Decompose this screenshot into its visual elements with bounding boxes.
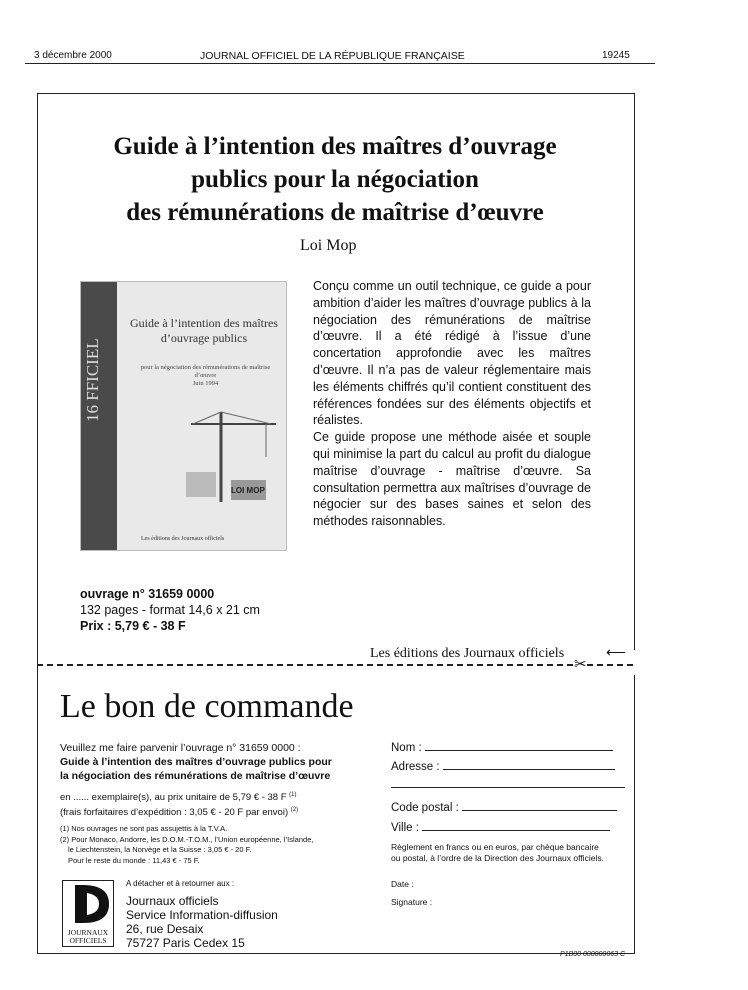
scissors-icon: ✂ [574, 656, 587, 673]
order-quantity-text: en ...... exemplaire(s), au prix unitaire de 5,79 € - 38 F [60, 792, 287, 804]
date-label: Date : [391, 879, 414, 889]
ouvrage-number: ouvrage n° 31659 0000 [80, 587, 215, 601]
adresse-label: Adresse : [391, 761, 440, 773]
adresse-input-line-2[interactable] [391, 786, 625, 788]
description-paragraph: Conçu comme un outil technique, ce guide a pour ambition d’aider les maîtres d’ouvrage publics à la négociation des rémunérations de maîtrise d’œuvre. Il a été rédigé à l’issue d’une concertation approfondie avec les maîtres d’œuvre. Il n’a pas de valeur réglementaire mais les éléments chiffrés qu’il contient constituent des références fondées sur des éléments objectifs et réalistes. [313, 279, 591, 428]
address-line: 75727 Paris Cedex 15 [126, 936, 245, 950]
price: Prix : 5,79 € - 38 F [80, 619, 186, 633]
book-cover-image [80, 281, 287, 551]
order-request [60, 741, 332, 819]
cover-spine-text: 16 FFICIEL [83, 338, 102, 422]
guide-title-line: Guide à l’intention des maîtres d’ouvrage [113, 133, 557, 160]
guide-title-line: des rémunérations de maîtrise d’œuvre [126, 199, 544, 226]
code-postal-field[interactable] [391, 800, 617, 814]
address-line: 26, rue Desaix [126, 922, 204, 936]
code-postal-label: Code postal : [391, 802, 459, 814]
cover-loi-mop: LOI MOP [231, 486, 265, 495]
logo-text-line: OFFICIELS [69, 936, 107, 945]
ad-frame-right [634, 93, 635, 650]
note-1: (1) Nos ouvrages ne sont pas assujettis à la T.V.A. [60, 824, 228, 833]
nom-label: Nom : [391, 742, 422, 754]
footnote-ref-1: (1) [289, 792, 297, 798]
ad-frame-bottom [37, 953, 635, 954]
ville-label: Ville : [391, 822, 419, 834]
arrow-left-icon: ⟵ [606, 644, 627, 660]
reference-code: P1B00 000000063 C [560, 951, 625, 958]
book-info [80, 586, 260, 634]
cover-date: Juin 1994 [192, 380, 219, 387]
signature-label: Signature : [391, 897, 433, 907]
header-date: 3 décembre 2000 [34, 50, 112, 61]
note-2-cont: le Liechtenstein, la Norvège et la Suisse : 3,05 € - 20 F. [68, 845, 252, 854]
logo-mark-icon [63, 881, 113, 927]
journaux-officiels-logo [62, 880, 114, 947]
cover-publisher: Les éditions des Journaux officiels [141, 536, 225, 542]
cut-line [37, 664, 633, 666]
footnote-ref-2: (2) [290, 807, 299, 814]
order-shipping-text: (frais forfaitaires d’expédition : 3,05 € - 20 F par envoi) [60, 807, 289, 819]
return-address [126, 894, 278, 950]
guide-subtitle: Loi Mop [300, 237, 357, 254]
header-journal-title: JOURNAL OFFICIEL DE LA RÉPUBLIQUE FRANÇAISE [200, 50, 465, 62]
crane-illustration-icon [171, 402, 281, 512]
publisher-name: Les éditions des Journaux officiels [370, 646, 565, 661]
address-line: Journaux officiels [126, 894, 219, 908]
detach-instruction: A détacher et à retourner aux : [126, 879, 235, 888]
ville-field[interactable] [391, 820, 610, 834]
nom-field[interactable] [391, 740, 613, 754]
code-postal-input-line[interactable] [462, 800, 617, 811]
order-quantity [60, 789, 332, 804]
adresse-field[interactable] [391, 759, 615, 773]
note-2-cont: Pour le reste du monde : 11,43 € - 75 F. [68, 855, 200, 865]
guide-description [313, 278, 591, 530]
ville-input-line[interactable] [422, 820, 610, 831]
pages-format: 132 pages - format 14,6 x 21 cm [80, 603, 260, 617]
order-request-text: Veuillez me faire parvenir l’ouvrage n° 31659 0000 : [60, 742, 301, 754]
logo-text [63, 929, 113, 945]
order-form-title: Le bon de commande [60, 688, 354, 725]
payment-line: ou postal, à l’ordre de la Direction des Journaux officiels. [391, 853, 604, 863]
guide-title-line: publics pour la négociation [191, 166, 479, 193]
cover-subtitle-text: pour la négociation des rémunérations de maîtrise d’œuvre [140, 364, 271, 379]
address-line: Service Information-diffusion [126, 908, 278, 922]
form-frame-right [634, 675, 635, 953]
description-paragraph: Ce guide propose une méthode aisée et souple qui minimise la part du calcul au profit du dialogue maîtrise d’ouvrage - maîtrise d’œuvre. Sa consultation permettra aux maîtrises d’ouvrage de négocier sur des bases saines et selon des méthodes raisonnables. [313, 430, 591, 529]
cover-title: Guide à l’intention des maîtres d’ouvrage publics [130, 316, 278, 345]
header-page-number: 19245 [602, 50, 630, 61]
order-shipping [60, 804, 332, 819]
nom-input-line[interactable] [425, 740, 613, 751]
payment-line: Règlement en francs ou en euros, par chèque bancaire [391, 842, 599, 852]
guide-title [60, 130, 610, 229]
header-rule [25, 63, 655, 64]
adresse-input-line[interactable] [443, 759, 615, 770]
note-2: (2) Pour Monaco, Andorre, les D.O.M.-T.O.M., l’Union européenne, l’Islande, [60, 834, 314, 844]
order-book-title: la négociation des rémunérations de maîtrise d’œuvre [60, 770, 331, 782]
order-notes [60, 824, 313, 866]
payment-info [391, 842, 636, 864]
cover-subtitle [133, 364, 278, 388]
logo-text-line: JOURNAUX [67, 928, 109, 937]
order-book-title: Guide à l’intention des maîtres d’ouvrage publics pour [60, 756, 332, 768]
